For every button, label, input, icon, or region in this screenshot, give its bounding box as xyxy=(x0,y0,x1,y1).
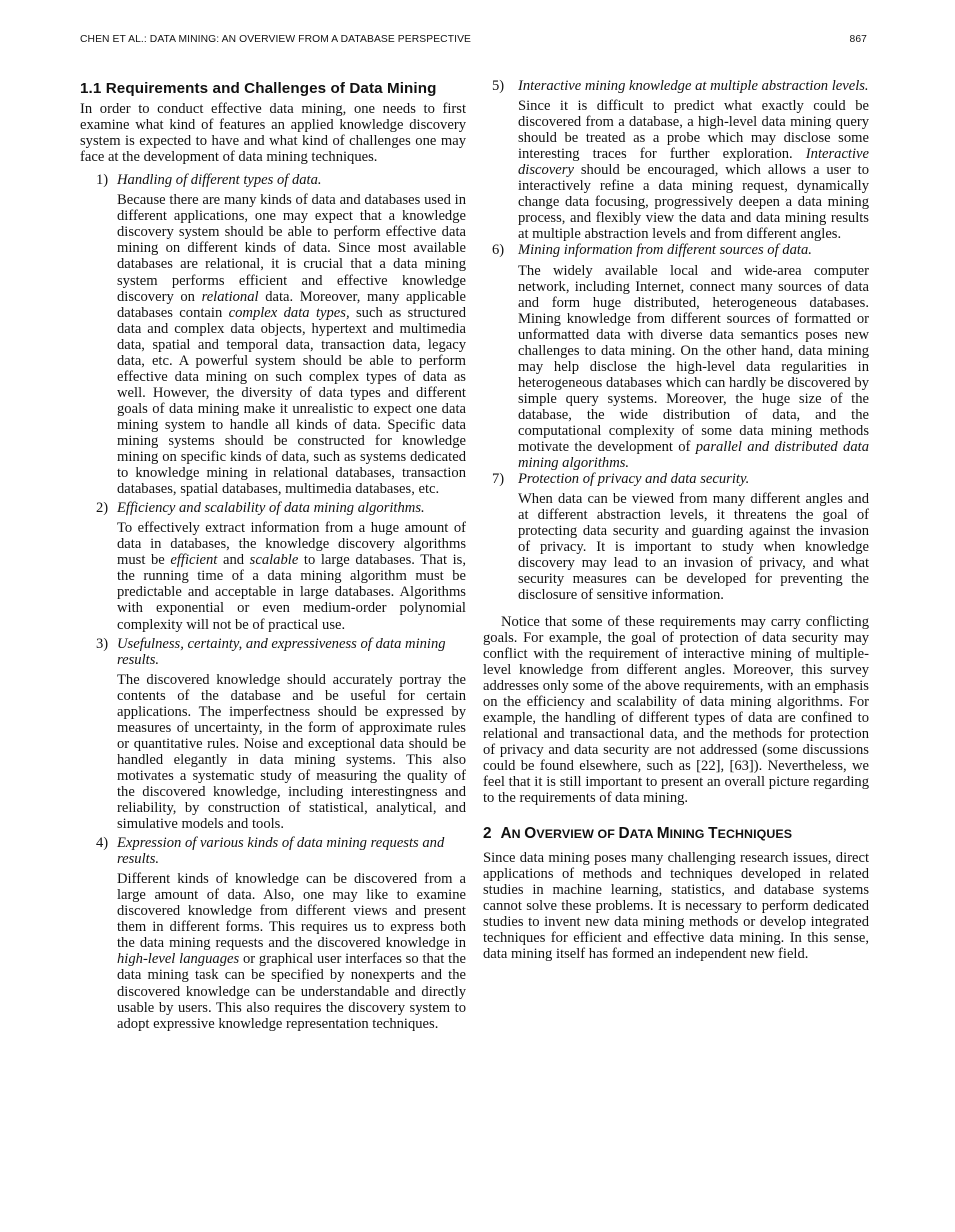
requirement-title xyxy=(80,636,466,668)
notice-paragraph: Notice that some of these requirements may carry conflicting goals. For example, the goal of protection of data security may conflict with the requirement of interactive mining of multiple-level knowledge from different angles. Moreover, this survey addresses only some of the above requirements, with an emphasis on the efficiency and scalability of data mining algorithms. For example, the handling of different types of data are confined to relational and transactional data, and the methods for protection of privacy and data security are not addressed (some discussions could be found elsewhere, such as [22], [63]). Nevertheless, we feel that it is still important to present an overall picture regarding to the requirements of data mining. xyxy=(483,613,869,807)
requirement-title xyxy=(80,500,466,516)
title-fragment: VERVIEW OF xyxy=(536,827,619,842)
page-number: 867 xyxy=(849,34,867,45)
requirement-title xyxy=(483,78,869,94)
emphasis-text: scalable xyxy=(249,552,299,569)
requirement-body xyxy=(80,672,466,832)
title-fragment: T xyxy=(708,825,718,843)
section-title xyxy=(500,825,792,842)
body-text: The discovered knowledge should accurately portray the contents of the database and be useful for certain applications. The imperfectness should be expressed by measures of uncertainty, in the form of approximate rules or quantitative rules. Noise and exceptional data should be handled elegantly in data mining systems. This also motivates a systematic study of measuring the quality of the discovered knowledge, including interestingness and reliability, by construction of statistical, analytical, and simulative models and tools. xyxy=(117,671,466,833)
requirement-title-text: Protection of privacy and data security. xyxy=(518,471,750,488)
requirement-item xyxy=(80,636,466,833)
title-fragment: O xyxy=(524,825,537,843)
body-text: When data can be viewed from many different angles and at different abstraction levels, it threatens the goal of protecting data security and guarding against the invasion of privacy. It is important to study when knowledge discovery may lead to an invasion of privacy, and what security measures can be developed for preventing the disclosure of sensitive information. xyxy=(518,491,869,604)
title-fragment: ECHNIQUES xyxy=(717,827,793,842)
body-text: and xyxy=(217,552,250,569)
body-text: or graphical user interfaces so that the data mining task can be specified by nonexperts and the discovered knowledge can be understandable and directly usable by users. This also requires the discovery system to adopt expressive knowledge representation techniques. xyxy=(117,951,466,1032)
requirement-title-text: Usefulness, certainty, and expressiveness of data mining results. xyxy=(117,635,446,668)
section-heading-1-1: 1.1 Requirements and Challenges of Data Mining xyxy=(80,80,437,97)
requirement-item xyxy=(483,471,869,603)
running-title: CHEN ET AL.: DATA MINING: AN OVERVIEW FROM A DATABASE PERSPECTIVE xyxy=(80,34,472,45)
body-text: To effectively extract information from a huge amount of data in databases, the knowledge discovery algorithms must be xyxy=(117,520,466,569)
body-text: Different kinds of knowledge can be discovered from a large amount of data. Also, one may like to examine discovered knowledge from different views and present them in different forms. This requires us to express both the data mining requests and the discovered knowledge in xyxy=(117,871,466,952)
requirement-title-text: Interactive mining knowledge at multiple abstraction levels. xyxy=(518,78,869,94)
requirement-item xyxy=(80,500,466,632)
requirement-number: 7) xyxy=(492,471,505,488)
requirement-body xyxy=(80,192,466,497)
section-intro-paragraph: In order to conduct effective data mining, one needs to first examine what kind of features an applied knowledge discovery system is expected to have and what kind of challenges one may face at the development of data mining techniques. xyxy=(80,101,466,166)
requirements-list-left xyxy=(80,172,466,1031)
emphasis-text: relational xyxy=(201,288,259,305)
emphasis-text: parallel and distributed data mining algorithms. xyxy=(518,439,869,472)
requirement-title-text: Expression of various kinds of data mining requests and results. xyxy=(117,835,445,868)
requirement-item xyxy=(483,78,869,242)
title-fragment: ATA xyxy=(629,827,657,842)
requirements-list-right xyxy=(483,78,869,604)
section-heading-2 xyxy=(483,826,869,842)
title-fragment: M xyxy=(656,825,670,843)
body-text: should be encouraged, which allows a user to interactively refine a data mining request, dynamically change data focusing, progressively deepen a data mining process, and flexibly view the data and data mining results at multiple abstraction levels and from different angles. xyxy=(518,162,869,243)
requirement-body xyxy=(483,98,869,242)
emphasis-text: Interactive discovery xyxy=(518,146,869,179)
emphasis-text: efficient xyxy=(170,552,218,569)
body-text: The widely available local and wide-area computer network, including Internet, connect many sources of data and form huge distributed, heterogeneous databases. Mining knowledge from different sources of formatted or unformatted data with diverse data semantics poses new challenges to data mining. On the other hand, data mining may help disclose the high-level data regularities in heterogeneous databases which can hardly be discovered by simple query systems. Moreover, the huge size of the database, the wide distribution of data, and the computational complexity of some data mining methods motivate the development of xyxy=(518,262,869,456)
title-fragment: INING xyxy=(669,827,709,842)
section-number: 2 xyxy=(483,825,492,843)
requirement-title-text: Mining information from different sources of data. xyxy=(518,242,812,259)
requirement-item xyxy=(80,172,466,497)
requirement-body xyxy=(483,263,869,472)
requirement-number: 2) xyxy=(96,500,109,517)
body-text: data. Moreover, many applicable databases contain xyxy=(117,288,466,321)
emphasis-text: complex data types, xyxy=(228,304,350,321)
emphasis-text: high-level languages xyxy=(117,951,240,968)
body-text: Since it is difficult to predict what exactly could be discovered from a database, a high-level data mining query should be treated as a probe which may disclose some interesting traces for further exploration. xyxy=(518,98,869,163)
title-fragment: N xyxy=(511,827,525,842)
requirement-body xyxy=(80,871,466,1031)
body-text: to large databases. That is, the running time of a data mining algorithm must be predictable and acceptable in large databases. Algorithms with exponential or even medium-order polynomial complexity will not be of practical use. xyxy=(117,552,466,633)
left-column xyxy=(80,78,466,1032)
body-text: Because there are many kinds of data and databases used in different applications, one may expect that a knowledge discovery system should be able to perform effective data mining on different kinds of data. Since most available databases are relational, it is crucial that a data mining system performs efficient and effective knowledge discovery on xyxy=(117,192,466,305)
requirement-title-text: Efficiency and scalability of data mining algorithms. xyxy=(117,500,425,517)
requirement-item xyxy=(80,835,466,1032)
requirement-item xyxy=(483,242,869,471)
requirement-number: 1) xyxy=(96,172,109,189)
title-fragment: A xyxy=(500,825,512,843)
requirement-number: 4) xyxy=(96,835,109,852)
section-2-paragraph: Since data mining poses many challenging research issues, direct applications of methods and techniques developed in related studies in machine learning, statistics, and database systems cannot solve these problems. It is necessary to perform dedicated studies to invent new data mining methods or develop integrated techniques for efficient and effective data mining. In this sense, data mining itself has formed an independent new field. xyxy=(483,850,869,963)
body-text: such as structured data and complex data objects, hypertext and multimedia data, spatial and temporal data, transaction data, legacy data, etc. A powerful system should be able to perform effective data mining on such complex types of data as well. However, the diversity of data types and different goals of data mining make it unrealistic to expect one data mining system to handle all kinds of data. Specific data mining systems should be constructed for knowledge mining on specific kinds of data, such as systems dedicated to knowledge mining in relational databases, transaction databases, spatial databases, multimedia databases, etc. xyxy=(117,304,467,498)
requirement-number: 5) xyxy=(492,78,505,94)
requirement-title xyxy=(80,835,466,867)
requirement-body xyxy=(483,491,869,603)
requirement-number: 3) xyxy=(96,635,109,652)
requirement-title xyxy=(80,172,466,188)
requirement-title-text: Handling of different types of data. xyxy=(117,172,322,189)
requirement-title xyxy=(483,471,869,487)
requirement-body xyxy=(80,520,466,632)
title-fragment: D xyxy=(618,825,630,843)
requirement-number: 6) xyxy=(492,242,505,259)
requirement-title xyxy=(483,242,869,258)
right-column xyxy=(483,78,869,962)
